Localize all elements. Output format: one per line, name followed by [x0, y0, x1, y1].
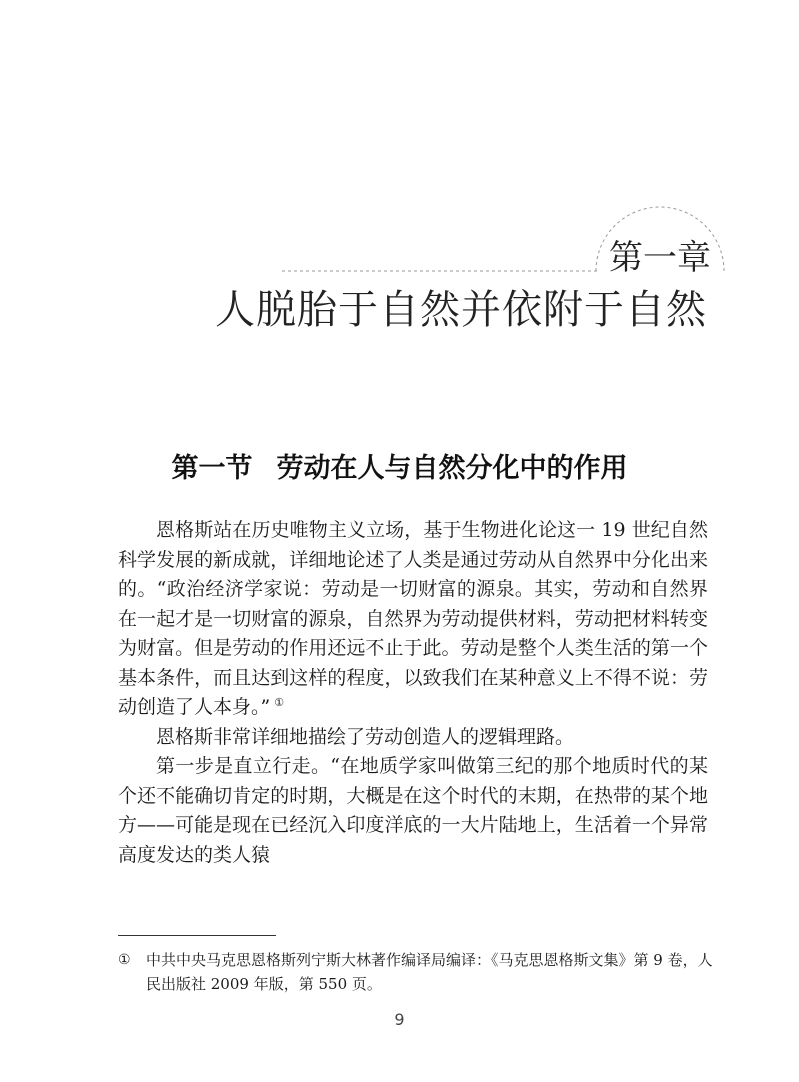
footnote-reference[interactable]: ①: [274, 695, 285, 709]
chapter-title: 人脱胎于自然并依附于自然: [215, 287, 707, 333]
footnote: [118, 948, 713, 996]
paragraph-1: [118, 516, 708, 723]
footnote-mark: ①: [118, 952, 131, 968]
section-title: 劳动在人与自然分化中的作用: [276, 453, 628, 484]
paragraph-3: 第一步是直立行走。“在地质学家叫做第三纪的那个地质时代的某个还不能确切肯定的时期，大概是在这个时代的末期，在热带的某个地方——可能是现在已经沉入印度洋底的一大片陆地上，生活着一个异常高度发达的类人猿: [118, 755, 708, 866]
paragraph-2: 恩格斯非常详细地描绘了劳动创造人的逻辑理路。: [156, 725, 575, 748]
section-number: 第一节: [171, 453, 253, 484]
paragraph-1-text: 恩格斯站在历史唯物主义立场，基于生物进化论这一 19 世纪自然科学发展的新成就，详细地论述了人类是通过劳动从自然界中分化出来的。“政治经济学家说：劳动是一切财富的源泉。其实，劳动和自然界在一起才是一切财富的源泉，自然界为劳动提供材料，劳动把材料转变为财富。但是劳动的作用还远不止于此。劳动是整个人类生活的第一个基本条件，而且达到这样的程度，以致我们在某种意义上不得不说：劳动创造了人本身。”: [118, 519, 708, 718]
section-heading: [0, 451, 799, 487]
body-text: [118, 516, 708, 870]
footnote-divider: [118, 935, 276, 936]
footnote-text: 中共中央马克思恩格斯列宁斯大林著作编译局编译：《马克思恩格斯文集》第 9 卷，人民出版社 2009 年版，第 550 页。: [146, 951, 713, 993]
chapter-label: 第一章: [609, 238, 711, 278]
page-number: 9: [394, 1010, 405, 1029]
